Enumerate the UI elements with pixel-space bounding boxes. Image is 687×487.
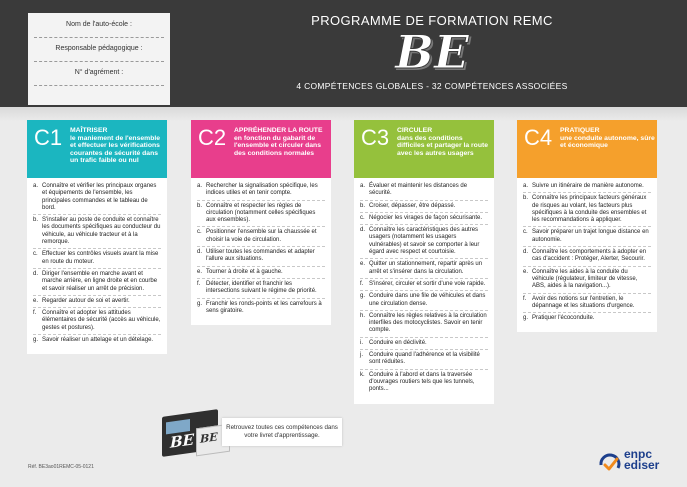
list-item (197, 301, 325, 318)
competence-title-block (560, 127, 655, 150)
list-item (33, 183, 161, 215)
header-shadow-band (0, 107, 687, 121)
item-letter: a. (360, 183, 366, 189)
item-text: Suivre un itinéraire de manière autonome. (532, 183, 644, 189)
manager-field[interactable] (34, 61, 164, 62)
competence-column-c1 (27, 120, 167, 354)
item-letter: g. (197, 300, 203, 307)
list-item (360, 203, 488, 213)
item-letter: e. (33, 297, 39, 304)
competence-number: C2 (198, 125, 227, 150)
page-subtitle: 4 COMPÉTENCES GLOBALES - 32 COMPÉTENCES ASSOCIÉES (296, 81, 568, 91)
item-letter: c. (360, 214, 365, 221)
item-text: Regarder autour de soi et avertir. (42, 297, 130, 304)
list-item (197, 203, 325, 228)
item-letter: k. (360, 371, 365, 378)
competence-description: en fonction du gabarit de l'ensemble et circuler dans des conditions normales (234, 134, 321, 157)
item-text: Conduire à l'abord et dans la traversée d'ouvrages routiers tels que les tunnels, ponts... (369, 371, 475, 393)
item-text: Conduire en déclivité. (369, 339, 427, 346)
list-item (523, 229, 651, 247)
item-text: Pratiquer l'écoconduite. (532, 315, 595, 322)
item-letter: f. (523, 295, 527, 302)
list-item (360, 352, 488, 370)
list-item (523, 183, 651, 193)
enpc-ediser-logo (597, 446, 667, 478)
list-item (197, 183, 325, 201)
competence-number: C3 (361, 125, 390, 150)
item-text: S'insérer, circuler et sortir d'une voie rapide. (369, 280, 486, 287)
booklet-cover-text-secondary: BE (200, 430, 218, 446)
item-letter: a. (33, 183, 39, 189)
list-item (197, 249, 325, 267)
item-letter: d. (197, 249, 203, 256)
item-text: Connaître les comportements à adopter en cas d'accident : Protéger, Alerter, Secourir. (532, 249, 647, 263)
list-item (360, 281, 488, 291)
list-item (523, 195, 651, 227)
competence-header-c1 (27, 120, 167, 178)
list-item (523, 296, 651, 314)
logo-line-1: enpc (624, 447, 653, 461)
competence-number: C4 (524, 125, 553, 150)
item-text: Savoir réaliser un attelage et un dételage. (42, 337, 154, 344)
school-name-label: Nom de l'auto-école : (66, 21, 132, 28)
item-text: Utiliser toutes les commandes et adapter l'allure aux situations. (206, 249, 315, 263)
item-text: Diriger l'ensemble en marche avant et marche arrière, en ligne droite et en courbe et savoir réaliser un arrêt de précision. (42, 270, 158, 292)
item-letter: g. (33, 337, 39, 344)
item-text: Effectuer les contrôles visuels avant la mise en route du moteur. (42, 251, 159, 265)
competence-column-c3 (354, 120, 494, 404)
item-letter: e. (360, 261, 366, 268)
document-reference: Réf. BE3ao01REMC-05-0121 (28, 464, 94, 470)
booklet-callout: Retrouvez toutes ces compétences dans votre livret d'apprentissage. (222, 418, 342, 446)
competence-title: APPRÉHENDER LA ROUTE (234, 127, 323, 134)
logo-wordmark (624, 449, 659, 471)
logo-mark-icon (597, 448, 623, 474)
list-item (197, 281, 325, 299)
item-letter: a. (197, 183, 203, 189)
competence-column-c4 (517, 120, 657, 332)
list-item (523, 269, 651, 294)
item-letter: g. (360, 293, 366, 300)
item-letter: h. (360, 312, 366, 319)
item-text: Rechercher la signalisation spécifique, les indices utiles et en tenir compte. (206, 183, 318, 197)
item-letter: c. (33, 251, 38, 258)
list-item (197, 269, 325, 279)
list-item (523, 315, 651, 324)
list-item (33, 298, 161, 308)
school-name-field[interactable] (34, 37, 164, 38)
competence-description: une conduite autonome, sûre et économique (560, 134, 655, 150)
item-text: Connaître les caractéristiques des autres usagers (notamment les usagers vulnérables) et savoir se comporter à leur égard avec respect et courtoisie. (369, 227, 480, 256)
list-item (33, 310, 161, 335)
list-item (360, 215, 488, 225)
list-item (197, 229, 325, 247)
logo-line-2: ediser (624, 458, 660, 472)
item-text: Connaître les aides à la conduite du véhicule (régulateur, limiteur de vitesse, ABS, aides à la navigation...). (532, 268, 638, 290)
list-item (360, 372, 488, 396)
competence-column-c2 (191, 120, 331, 325)
competence-header-c4 (517, 120, 657, 178)
competence-list (191, 178, 331, 325)
competence-title: CIRCULER (397, 127, 433, 134)
item-letter: d. (523, 249, 529, 256)
item-text: S'installer au poste de conduite et connaître les documents spécifiques au conducteur du véhicule, au véhicule tracteur et à la remorque. (42, 217, 161, 246)
competence-title-block (397, 127, 492, 157)
item-text: Évaluer et maintenir les distances de sécurité. (369, 183, 468, 197)
list-item (360, 227, 488, 259)
list-item (360, 340, 488, 350)
item-letter: g. (523, 315, 529, 322)
item-letter: f. (197, 280, 201, 287)
item-letter: e. (197, 268, 203, 275)
item-text: Tourner à droite et à gauche. (206, 268, 283, 275)
approval-label: N° d'agrément : (74, 69, 124, 76)
competence-title-block (70, 127, 165, 165)
list-item (360, 183, 488, 201)
be-logo: BE (395, 25, 469, 79)
item-letter: i. (360, 339, 363, 346)
item-text: Négocier les virages de façon sécurisante. (369, 214, 483, 221)
item-text: Conduire quand l'adhérence et la visibilité sont réduites. (369, 352, 480, 366)
page-title: PROGRAMME DE FORMATION REMC (311, 13, 553, 28)
item-text: Connaître et vérifier les principaux organes et équipements de l'ensemble, les principales commandes et le tableau de bord. (42, 183, 157, 211)
list-item (33, 271, 161, 296)
item-text: Connaître les règles relatives à la circulation interfiles des motocyclistes. Savoir en tenir compte. (369, 312, 487, 334)
item-letter: a. (523, 183, 529, 189)
list-item (523, 249, 651, 267)
item-text: Franchir les ronds-points et les carrefours à sens giratoire. (206, 300, 322, 314)
competence-title: MAÎTRISER (70, 127, 108, 134)
item-text: Conduire dans une file de véhicules et dans une circulation dense. (369, 293, 486, 307)
item-letter: c. (523, 229, 528, 236)
header-bar (0, 0, 687, 107)
item-text: Connaître les principaux facteurs généraux de risques au volant, les facteurs plus spécifiques à la conduite des ensembles et les recommandations à appliquer. (532, 195, 647, 224)
item-text: Croiser, dépasser, être dépassé. (369, 202, 456, 209)
item-letter: c. (197, 229, 202, 236)
list-item (360, 293, 488, 311)
list-item (33, 337, 161, 346)
item-letter: e. (523, 268, 529, 275)
competence-description: dans des conditions difficiles et partager la route avec les autres usagers (397, 134, 489, 157)
item-letter: d. (33, 270, 39, 277)
item-letter: d. (360, 227, 366, 234)
competence-list (517, 178, 657, 332)
competence-header-c2 (191, 120, 331, 178)
item-text: Connaître et adopter les attitudes élémentaires de sécurité (accès au véhicule, gestes et postures). (42, 310, 161, 331)
list-item (33, 217, 161, 249)
item-text: Détecter, identifier et franchir les intersections suivant le régime de priorité. (206, 280, 317, 295)
list-item (360, 261, 488, 279)
competence-title: PRATIQUER (560, 127, 600, 134)
booklet-cover-text: BE (170, 430, 195, 452)
item-letter: f. (33, 310, 37, 317)
item-text: Quitter un stationnement, repartir après un arrêt et s'insérer dans la circulation. (369, 261, 483, 275)
competence-list (27, 178, 167, 354)
item-letter: b. (523, 195, 529, 202)
competence-header-c3 (354, 120, 494, 178)
item-letter: b. (33, 217, 39, 224)
item-text: Savoir préparer un trajet longue distance en autonomie. (532, 229, 649, 243)
item-letter: b. (197, 202, 203, 209)
list-item (360, 313, 488, 338)
item-text: Positionner l'ensemble sur la chaussée et choisir la voie de circulation. (206, 229, 317, 243)
list-item (33, 251, 161, 269)
item-letter: f. (360, 280, 364, 287)
item-text: Avoir des notions sur l'entretien, le dépannage et les situations d'urgence. (532, 295, 635, 309)
item-letter: j. (360, 352, 363, 359)
competence-list (354, 178, 494, 404)
competence-description: le maniement de l'ensemble et effectuer les vérifications courantes de sécurité dans un trafic faible ou nul (70, 134, 161, 165)
school-info-card (28, 13, 170, 105)
item-letter: b. (360, 202, 366, 209)
item-text: Connaître et respecter les règles de circulation (notamment celles spécifiques aux ensembles). (206, 202, 316, 224)
competence-number: C1 (34, 125, 63, 150)
manager-label: Responsable pédagogique : (55, 45, 143, 52)
approval-field[interactable] (34, 85, 164, 86)
competence-title-block (234, 127, 329, 157)
